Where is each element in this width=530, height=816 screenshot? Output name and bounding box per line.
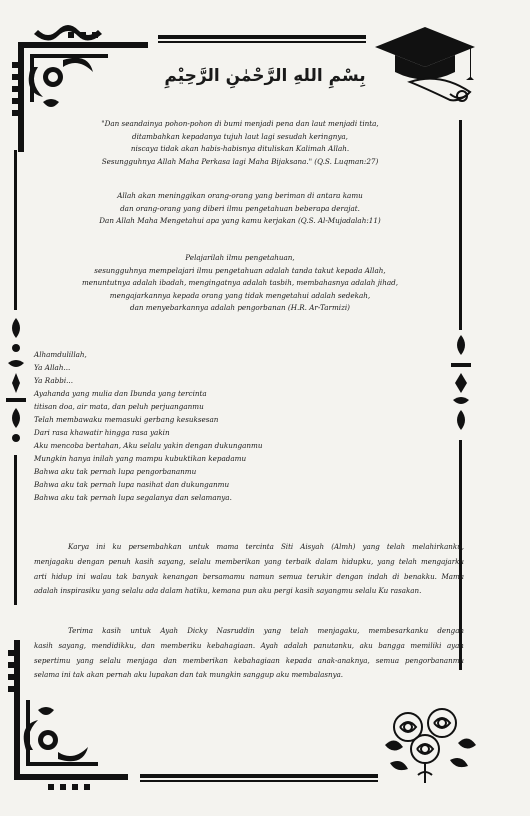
poem-line: Bahwa aku tak pernah lupa pengorbananmu	[34, 467, 197, 476]
basmala-heading: بِسْمِ اللهِ الرَّحْمٰنِ الرَّحِيْمِ	[164, 66, 366, 86]
quote-line: niscaya tidak akan habis-habisnya dituliskan Kalimah Allah.	[130, 144, 350, 153]
dedication-paragraph-mother	[34, 540, 464, 599]
side-ornament-right-icon	[451, 335, 471, 435]
corner-ornament-bottom-left-icon	[8, 640, 138, 790]
paragraph-line: sepertimu yang selalu menjaga dan memberikan kebahagiaan kepada anak-anaknya, semua pengorbananmu	[34, 655, 464, 665]
paragraph-line: arti hidup ini walau tak banyak kenangan bersamamu namun semua terukir dengan indah di benakku. Mama	[34, 571, 464, 581]
poem-line: Alhamdulillah,	[34, 350, 87, 359]
quote-line: menuntutnya adalah ibadah, mengingatnya adalah tasbih, membahasnya adalah jihad,	[81, 278, 399, 287]
paragraph-line: Terima kasih untuk Ayah Dicky Nasruddin yang telah menjagaku, membesarkanku dengan	[68, 626, 464, 635]
paragraph-line: adalah inspirasiku yang selalu ada dalam hatiku, kemana pun aku pergi kasih sayangmu selalu Ku rasakan.	[34, 586, 422, 596]
paragraph-line: menjagaku dengan penuh kasih sayang, selalu memberikan yang terbaik dalam hidupku, yang telah mengajarku	[34, 556, 464, 566]
left-border-line-lower	[14, 455, 17, 605]
quote-line: dan menyebarkannya adalah pengorbanan (H.R. Ar-Tarmizi)	[130, 303, 350, 312]
quran-quote-luqman	[45, 118, 435, 168]
poem-line: Ya Rabbi...	[34, 376, 73, 385]
poem-line: Ya Allah...	[34, 363, 71, 372]
right-border-line	[459, 120, 462, 330]
quran-quote-mujadalah	[45, 190, 435, 228]
poem-line: Bahwa aku tak pernah lupa nasihat dan dukunganmu	[34, 480, 230, 489]
poem-line: Telah membawaku memasuki gerbang kesuksesan	[34, 415, 219, 424]
quote-line: Dan Allah Maha Mengetahui apa yang kamu kerjakan (Q.S. Al-Mujadalah:11)	[99, 216, 381, 225]
poem-line: Ayahanda yang mulia dan Ibunda yang tercinta	[34, 389, 207, 398]
left-border-line	[14, 150, 17, 310]
poem-line: titisan doa, air mata, dan peluh perjuanganmu	[34, 402, 204, 411]
quote-line: sesungguhnya mempelajari ilmu pengetahuan adalah tanda takut kepada Allah,	[94, 265, 386, 275]
quote-line: Sesungguhnya Allah Maha Perkasa lagi Maha Bijaksana." (Q.S. Luqman:27)	[101, 156, 379, 166]
dedication-poem	[34, 348, 262, 504]
poem-line: Aku mencoba bertahan, Aku selalu yakin dengan dukunganmu	[34, 441, 263, 450]
quote-line: ditambahkan kepadanya tujuh laut lagi sesudah keringnya,	[132, 131, 348, 141]
roses-bouquet-icon	[380, 705, 480, 785]
hadith-quote	[45, 252, 435, 315]
paragraph-line: Karya ini ku persembahkan untuk mama tercinta Siti Aisyah (Almh) yang telah melahirkanku,	[68, 542, 464, 551]
top-rule-thin	[158, 41, 366, 43]
bottom-rule-thin	[140, 780, 378, 782]
quote-line: dan orang-orang yang diberi ilmu pengetahuan beberapa derajat.	[120, 203, 360, 213]
side-ornament-left-icon	[6, 318, 26, 448]
paragraph-line: kasih sayang, mendidikku, dan memberiku kebahagiaan. Ayah adalah panutanku, aku bangga memiliki ayah	[34, 640, 464, 650]
quote-line: Allah akan meninggikan orang-orang yang beriman di antara kamu	[117, 191, 363, 200]
quote-line: "Dan seandainya pohon-pohon di bumi menjadi pena dan laut menjadi tinta,	[101, 119, 379, 128]
quote-line: Pelajarilah ilmu pengetahuan,	[185, 253, 295, 262]
paragraph-line: selama ini tak akan pernah aku lupakan dan tak mungkin sanggup aku membalasnya.	[34, 670, 344, 680]
bottom-rule	[140, 774, 378, 778]
top-rule	[158, 35, 366, 39]
poem-line: Bahwa aku tak pernah lupa segalanya dan selamanya.	[34, 493, 232, 502]
poem-line: Mungkin hanya inilah yang mampu kubuktikan kepadamu	[34, 454, 247, 463]
quote-line: mengajarkannya kepada orang yang tidak mengetahui adalah sedekah,	[109, 290, 371, 300]
poem-line: Dari rasa khawatir hingga rasa yakin	[34, 428, 170, 437]
